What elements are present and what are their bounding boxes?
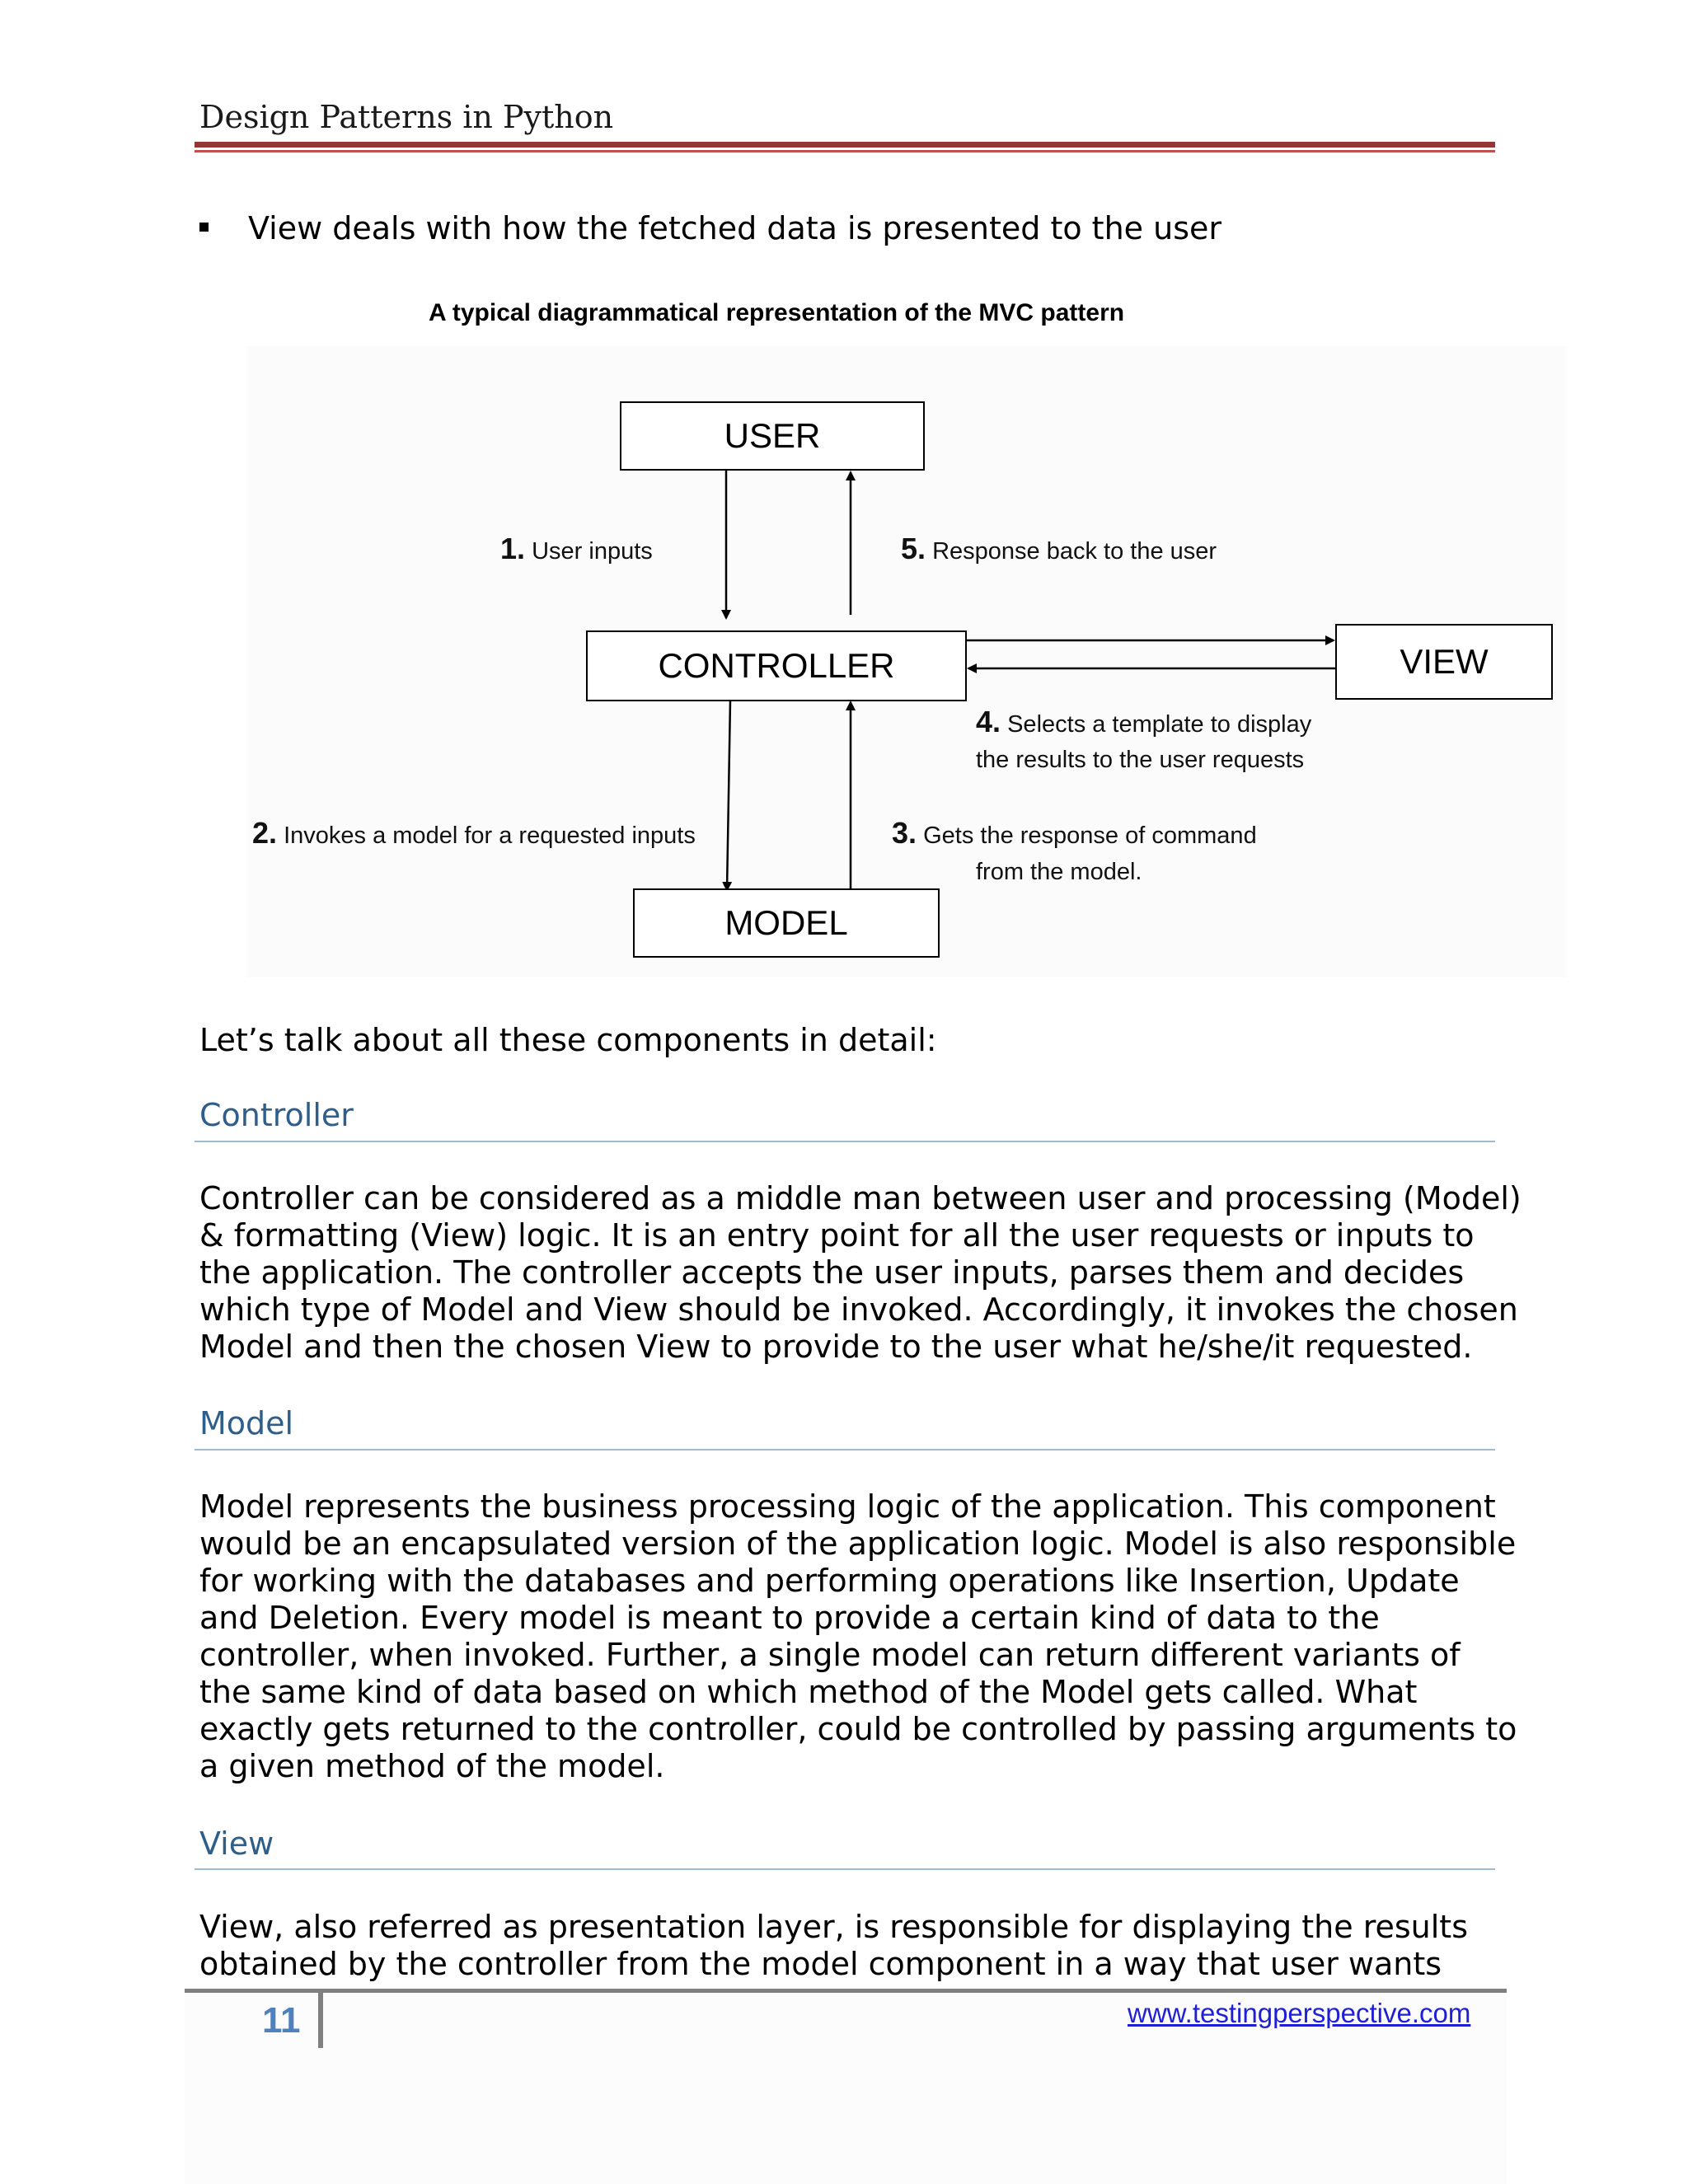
step5-label	[901, 532, 1217, 566]
controller-box: CONTROLLER	[586, 630, 967, 701]
paragraph-line: & formatting (View) logic. It is an entry point for all the user requests or inputs to	[199, 1217, 1475, 1254]
bullet-text: View deals with how the fetched data is presented to the user	[248, 210, 1222, 246]
paragraph-line: Controller can be considered as a middle man between user and processing (Model)	[199, 1180, 1522, 1216]
footer-website-link[interactable]: www.testingperspective.com	[1128, 1998, 1471, 2028]
paragraph-line: Model represents the business processing logic of the application. This component	[199, 1488, 1496, 1525]
arrow-controller-to-model	[727, 701, 730, 890]
paragraph-line: and Deletion. Every model is meant to provide a certain kind of data to the	[199, 1600, 1380, 1636]
model-heading-rule	[195, 1449, 1495, 1451]
paragraph-line: controller, when invoked. Further, a single model can return different variants of	[199, 1637, 1461, 1673]
paragraph-line: the application. The controller accepts the user inputs, parses them and decides	[199, 1254, 1465, 1291]
view-paragraph	[199, 1909, 1502, 1983]
view-heading-rule	[195, 1868, 1495, 1870]
step5-text: Response back to the user	[932, 538, 1217, 565]
step2-number: 2.	[252, 816, 278, 850]
user-box: USER	[620, 401, 925, 471]
step4-text-line1: Selects a template to display	[1007, 711, 1312, 738]
step4-label	[976, 705, 1311, 739]
step3-number: 3.	[892, 816, 917, 850]
footer-rule	[185, 1989, 1507, 1993]
paragraph-line: View, also referred as presentation layer, is responsible for displaying the results	[199, 1909, 1468, 1945]
paragraph-line: obtained by the controller from the model component in a way that user wants	[199, 1946, 1442, 1982]
step3-label	[892, 816, 1257, 851]
controller-heading-rule	[195, 1141, 1495, 1142]
model-paragraph	[199, 1488, 1517, 1785]
paragraph-line: a given method of the model.	[199, 1748, 665, 1784]
step2-text: Invokes a model for a requested inputs	[284, 823, 696, 849]
controller-heading: Controller	[199, 1097, 354, 1133]
intro-paragraph: Let’s talk about all these components in detail:	[199, 1022, 937, 1058]
view-heading: View	[199, 1825, 274, 1862]
running-header: Design Patterns in Python	[199, 99, 614, 135]
paragraph-line: would be an encapsulated version of the application logic. Model is also responsible	[199, 1526, 1517, 1562]
model-box: MODEL	[633, 888, 940, 958]
paragraph-line: which type of Model and View should be invoked. Accordingly, it invokes the chosen	[199, 1291, 1518, 1328]
model-heading: Model	[199, 1405, 294, 1441]
step1-number: 1.	[500, 532, 526, 565]
step1-text: User inputs	[532, 538, 653, 565]
paragraph-line: the same kind of data based on which method of the Model gets called. What	[199, 1674, 1418, 1710]
step5-number: 5.	[901, 532, 926, 565]
step4-label-line2: the results to the user requests	[976, 747, 1305, 773]
step4-number: 4.	[976, 705, 1001, 738]
figure-caption: A typical diagrammatical representation of the MVC pattern	[429, 299, 1125, 326]
view-box: VIEW	[1335, 624, 1553, 700]
paragraph-line: for working with the databases and performing operations like Insertion, Update	[199, 1563, 1460, 1599]
paragraph-line: exactly gets returned to the controller, could be controlled by passing arguments to	[199, 1711, 1517, 1747]
page-number: 11	[262, 2000, 301, 2041]
step2-label	[252, 816, 696, 851]
paragraph-line: Model and then the chosen View to provide to the user what he/she/it requested.	[199, 1329, 1473, 1365]
step1-label	[500, 532, 653, 566]
step3-label-line2: from the model.	[976, 859, 1142, 885]
step3-text-line1: Gets the response of command	[923, 823, 1257, 849]
controller-paragraph	[199, 1180, 1522, 1366]
footer-divider	[318, 1989, 323, 2048]
